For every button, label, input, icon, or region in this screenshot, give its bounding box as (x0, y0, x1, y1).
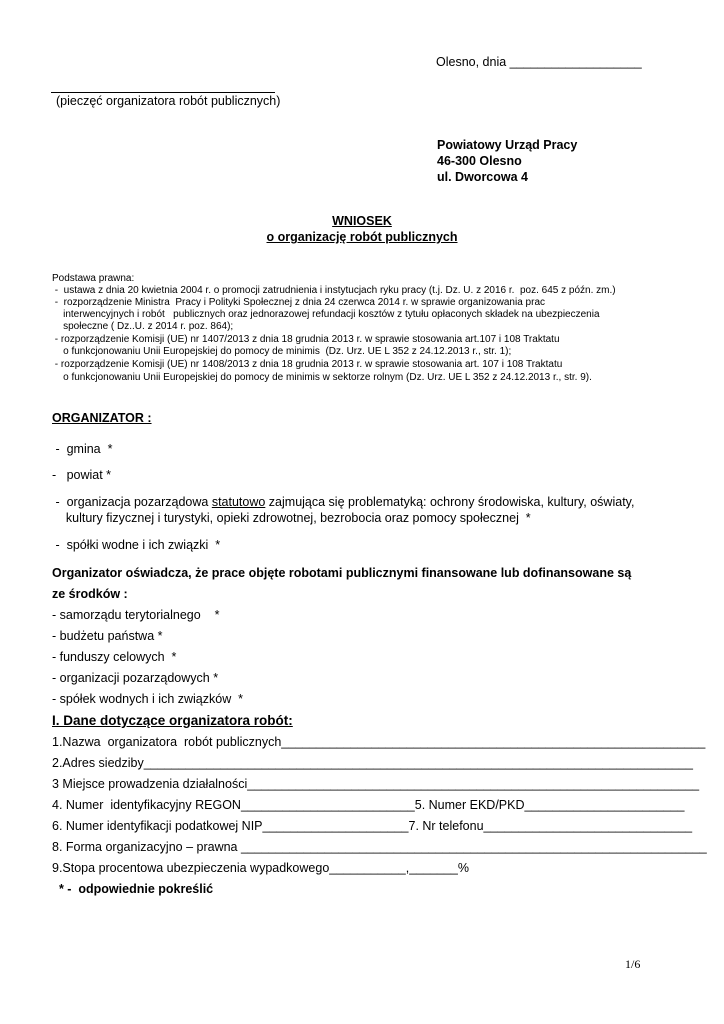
ngo-prefix: - organizacja pozarządowa (52, 495, 212, 509)
legal-basis-line: interwencyjnych i robót publicznych oraz jednorazowej refundacji kosztów z tytułu opłaconych składek na ubezpieczenia (52, 309, 600, 320)
funding-source-item: - samorządu terytorialnego * (52, 608, 220, 622)
section1-heading: I. Dane dotyczące organizatora robót: (52, 713, 293, 728)
legal-basis-line: o funkcjonowaniu Unii Europejskiej do pomocy de minimis w sektorze rolnym (Dz. Urz. UE L 352 z 24.12.2013 r., str. 9). (52, 372, 592, 383)
recipient-street: ul. Dworcowa 4 (437, 170, 528, 184)
organizer-option-ngo-continued: kultury fizycznej i turystyki, opieki zdrowotnej, bezrobocia oraz pomocy społecznej * (52, 511, 531, 525)
legal-basis-line: - rozporządzenie Komisji (UE) nr 1408/2013 z dnia 18 grudnia 2013 r. w sprawie stosowania art. 107 i 108 Traktatu (52, 359, 563, 370)
legal-basis-line: - rozporządzenie Komisji (UE) nr 1407/2013 z dnia 18 grudnia 2013 r. w sprawie stosowania art.107 i 108 Traktatu (52, 334, 560, 345)
document-title: WNIOSEK (332, 214, 392, 228)
organizer-option-powiat: - powiat * (52, 468, 112, 482)
field-legal-form: 8. Forma organizacyjno – prawna ___________________________________________________________________ (52, 840, 707, 854)
field-address: 2.Adres siedziby_______________________________________________________________________________ (52, 756, 693, 770)
legal-basis-line: - rozporządzenie Ministra Pracy i Polityki Społecznej z dnia 24 czerwca 2014 r. w sprawie organizowania prac (52, 297, 546, 308)
organizer-option-gmina: - gmina * (52, 442, 113, 456)
stamp-caption: (pieczęć organizatora robót publicznych) (56, 94, 281, 108)
organizer-option-water-companies: - spółki wodne i ich związki * (52, 538, 221, 552)
field-regon-ekd: 4. Numer identyfikacyjny REGON_________________________5. Numer EKD/PKD_______________________ (52, 798, 685, 812)
field-accident-insurance-rate: 9.Stopa procentowa ubezpieczenia wypadkowego___________,_______% (52, 861, 469, 875)
organizer-option-ngo (52, 495, 634, 509)
field-organizer-name: 1.Nazwa organizatora robót publicznych_____________________________________________________________ (52, 735, 706, 749)
funding-source-item: - budżetu państwa * (52, 629, 163, 643)
funding-source-item: - spółek wodnych i ich związków * (52, 692, 244, 706)
legal-basis-line: - ustawa z dnia 20 kwietnia 2004 r. o promocji zatrudnienia i instytucjach ryku pracy (t.j. Dz. U. z 2016 r. poz. 645 z późn. zm.) (52, 285, 616, 296)
field-business-location: 3 Miejsce prowadzenia działalności_________________________________________________________________ (52, 777, 700, 791)
legal-basis-heading: Podstawa prawna: (52, 273, 135, 284)
stamp-signature-line (51, 92, 275, 93)
field-nip-phone: 6. Numer identyfikacji podatkowej NIP_____________________7. Nr telefonu______________________________ (52, 819, 693, 833)
organizer-heading: ORGANIZATOR : (52, 411, 152, 425)
legal-basis-line: o funkcjonowaniu Unii Europejskiej do pomocy de minimis (Dz. Urz. UE L 352 z 24.12.2013 r., str. 1); (52, 346, 512, 357)
funding-source-item: - organizacji pozarządowych * (52, 671, 219, 685)
funding-source-item: - funduszy celowych * (52, 650, 177, 664)
declaration-line: ze środków : (52, 587, 128, 601)
ngo-rest: zajmująca się problematyką: ochrony środowiska, kultury, oświaty, (265, 495, 635, 509)
document-subtitle: o organizację robót publicznych (266, 230, 458, 244)
date-line: Olesno, dnia ___________________ (436, 55, 642, 69)
page-number: 1/6 (625, 957, 641, 971)
ngo-statutory: statutowo (211, 495, 266, 509)
declaration-line: Organizator oświadcza, że prace objęte robotami publicznymi finansowane lub dofinansowane są (52, 566, 632, 580)
recipient-office: Powiatowy Urząd Pracy (437, 138, 578, 152)
legal-basis-line: społeczne ( Dz..U. z 2014 r. poz. 864); (52, 321, 234, 332)
footnote-note: * - odpowiednie pokreślić (52, 882, 214, 896)
recipient-postcode: 46-300 Olesno (437, 154, 522, 168)
